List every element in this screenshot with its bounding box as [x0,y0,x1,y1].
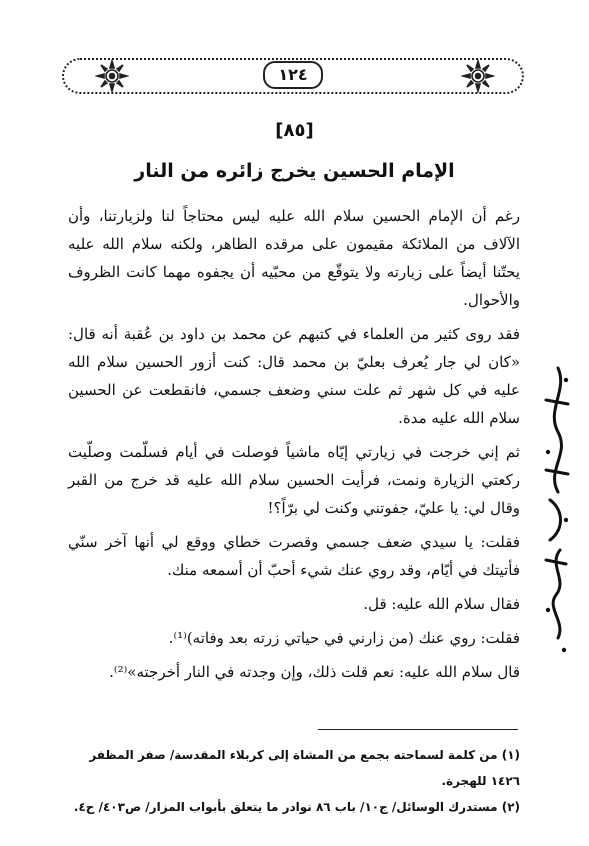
paragraph: ثم إني خرجت في زيارتي إيّاه ماشياً فوصلت في أيام فسلّمت وصلّيت ركعتي الزيارة ونمت، فرأيت الحسين سلام الله عليه قد خرج من القبر وقال لي: يا عليّ، جفوتني وكنت لي برّاً؟! [68,443,520,517]
paragraph: فقال سلام الله عليه: قل. [363,595,520,613]
paragraph: رغم أن الإمام الحسين سلام الله عليه ليس محتاجاً لنا ولزيارتنا، وأن الآلاف من الملائكة مقيمون على مرقده الطاهر، ولكنه سلام الله عليه يحتّنا أيضاً على زيارته ولا يتوقّع من محبّيه أن يجفوه مهما كانت الظروف والأحوال. [68,207,520,309]
paragraph: فقد روى كثير من العلماء في كتبهم عن محمد بن داود بن عُقبة أنه قال: «كان لي جار يُعرف بعليّ بن محمد قال: كنت أزور الحسين سلام الله عليه في كل شهر ثم علت سني وضعف جسمي، فانقطعت عن الحسين سلام الله عليه مدة. [68,325,520,427]
sun-ornament-icon [461,59,495,93]
section-title: الإمام الحسين يخرج زائره من النار [134,160,455,182]
footnote-separator [318,729,518,730]
item-number: [٨٥] [275,120,314,141]
paragraph: قال سلام الله عليه: نعم قلت ذلك، وإن وجدته في النار أخرجته»⁽²⁾. [109,663,520,681]
footnotes [68,742,520,820]
footnote: (٢) مستدرك الوسائل/ ج١٠/ باب ٨٦ نوادر ما يتعلق بأبواب المزار/ ص٤٠٣/ ح٤. [73,800,520,814]
paragraph: فقلت: روي عنك (من زارني في حياتي زرته بعد وفاته)⁽¹⁾. [168,629,520,647]
sun-ornament-icon [95,59,129,93]
side-calligraphy-logo [538,360,576,660]
footnote: (١) من كلمة لسماحته بجمع من المشاة إلى كربلاء المقدسة/ صفر المظفر ١٤٢٦ للهجرة. [89,748,520,788]
page-number: ١٢٤ [263,61,323,89]
body-text [68,202,520,686]
paragraph: فقلت: يا سيدي ضعف جسمي وقصرت خطاي ووقع لي أنها آخر سنّي فأتيتك في أيّام، وقد روي عنك شيء أحبّ أن أسمعه منك. [68,533,520,579]
